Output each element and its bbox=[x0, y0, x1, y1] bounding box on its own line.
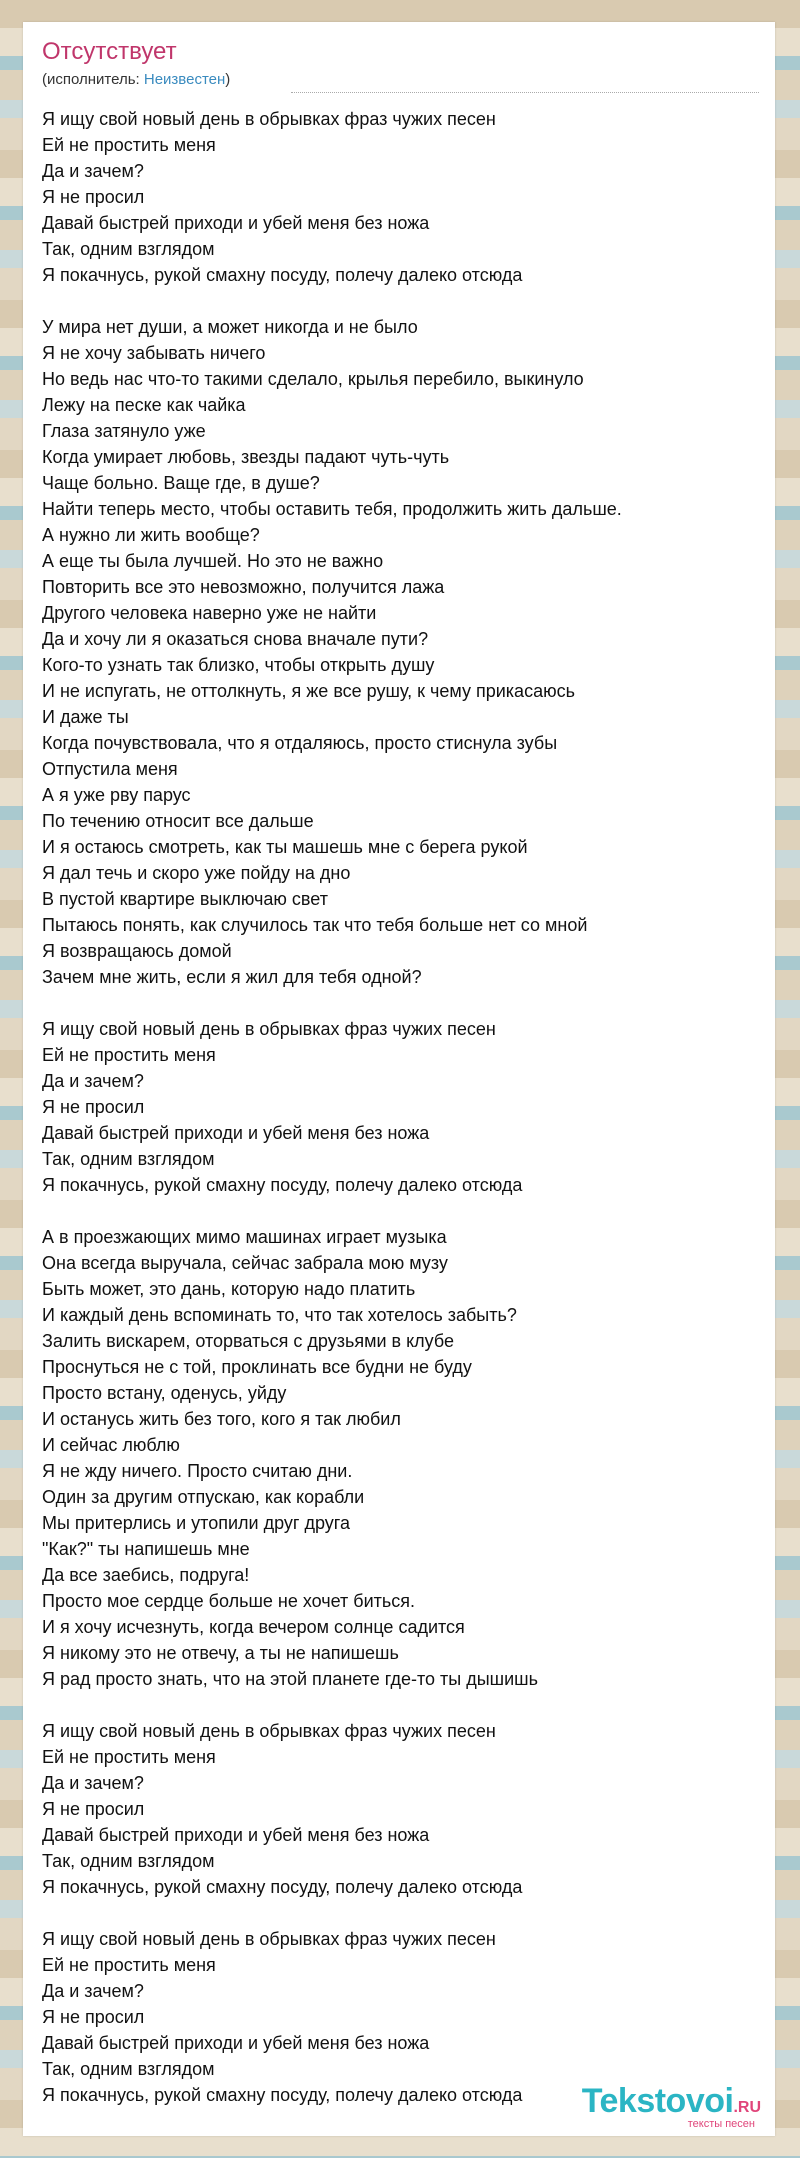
lyrics-line: Мы притерлись и утопили друг друга bbox=[42, 1513, 350, 1533]
lyrics-line: Другого человека наверно уже не найти bbox=[42, 603, 377, 623]
dotted-divider bbox=[291, 92, 759, 93]
lyrics-line: Проснуться не с той, проклинать все будни не буду bbox=[42, 1357, 472, 1377]
lyrics-line: А еще ты была лучшей. Но это не важно bbox=[42, 551, 384, 571]
lyrics-line: И сейчас люблю bbox=[42, 1435, 180, 1455]
lyrics-line: Пытаюсь понять, как случилось так что тебя больше нет со мной bbox=[42, 915, 588, 935]
lyrics-line: Да и зачем? bbox=[42, 1981, 144, 2001]
lyrics-stanza bbox=[42, 1926, 762, 2108]
logo-brand: Tekstovoi bbox=[581, 2082, 734, 2120]
lyrics-line: И я остаюсь смотреть, как ты машешь мне с берега рукой bbox=[42, 837, 528, 857]
lyrics-line: Повторить все это невозможно, получится лажа bbox=[42, 577, 445, 597]
lyrics-line: Когда умирает любовь, звезды падают чуть-чуть bbox=[42, 447, 450, 467]
lyrics-line: А нужно ли жить вообще? bbox=[42, 525, 260, 545]
lyrics-line: Кого-то узнать так близко, чтобы открыть душу bbox=[42, 655, 435, 675]
lyrics-line: Так, одним взглядом bbox=[42, 1149, 215, 1169]
lyrics-line: Глаза затянуло уже bbox=[42, 421, 206, 441]
lyrics-line: Быть может, это дань, которую надо платить bbox=[42, 1279, 416, 1299]
lyrics-line: Я покачнусь, рукой смахну посуду, полечу далеко отсюда bbox=[42, 1175, 523, 1195]
lyrics-line: Да и хочу ли я оказаться снова вначале пути? bbox=[42, 629, 429, 649]
lyrics-line: Давай быстрей приходи и убей меня без ножа bbox=[42, 213, 430, 233]
lyrics-line: Я возвращаюсь домой bbox=[42, 941, 232, 961]
lyrics-line: Ей не простить меня bbox=[42, 1045, 216, 1065]
artist-prefix: (исполнитель: bbox=[42, 71, 144, 88]
lyrics-line: А я уже рву парус bbox=[42, 785, 191, 805]
lyrics-line: И я хочу исчезнуть, когда вечером солнце садится bbox=[42, 1617, 465, 1637]
lyrics-stanza bbox=[42, 314, 762, 990]
lyrics-line: Так, одним взглядом bbox=[42, 2059, 215, 2079]
lyrics-line: Просто встану, оденусь, уйду bbox=[42, 1383, 287, 1403]
lyrics-line: Я ищу свой новый день в обрывках фраз чужих песен bbox=[42, 1721, 496, 1741]
lyrics-line: Зачем мне жить, если я жил для тебя одной? bbox=[42, 967, 422, 987]
lyrics-stanza bbox=[42, 1224, 762, 1692]
lyrics-line: Я ищу свой новый день в обрывках фраз чужих песен bbox=[42, 1929, 496, 1949]
lyrics-line: Я покачнусь, рукой смахну посуду, полечу далеко отсюда bbox=[42, 1877, 523, 1897]
lyrics-line: В пустой квартире выключаю свет bbox=[42, 889, 328, 909]
lyrics-line: Давай быстрей приходи и убей меня без ножа bbox=[42, 1123, 430, 1143]
lyrics-stanza bbox=[42, 1718, 762, 1900]
lyrics-line: Я не просил bbox=[42, 1799, 145, 1819]
lyrics-line: Залить вискарем, оторваться с друзьями в клубе bbox=[42, 1331, 454, 1351]
lyrics-line: Я покачнусь, рукой смахну посуду, полечу далеко отсюда bbox=[42, 2085, 523, 2105]
lyrics-stanza bbox=[42, 106, 762, 288]
lyrics-line: Я не просил bbox=[42, 2007, 145, 2027]
lyrics-line: И даже ты bbox=[42, 707, 129, 727]
lyrics-line: Но ведь нас что-то такими сделало, крылья перебило, выкинуло bbox=[42, 369, 584, 389]
lyrics-line: Да и зачем? bbox=[42, 161, 144, 181]
lyrics-line: Я дал течь и скоро уже пойду на дно bbox=[42, 863, 351, 883]
lyrics-line: Я не просил bbox=[42, 1097, 145, 1117]
lyrics-line: Так, одним взглядом bbox=[42, 1851, 215, 1871]
lyrics-line: Лежу на песке как чайка bbox=[42, 395, 246, 415]
lyrics-line: Просто мое сердце больше не хочет биться. bbox=[42, 1591, 416, 1611]
lyrics-line: Я покачнусь, рукой смахну посуду, полечу далеко отсюда bbox=[42, 265, 523, 285]
lyrics-line: Найти теперь место, чтобы оставить тебя, продолжить жить дальше. bbox=[42, 499, 622, 519]
lyrics-body bbox=[42, 106, 762, 2134]
lyrics-line: Ей не простить меня bbox=[42, 1955, 216, 1975]
lyrics-line: Ей не простить меня bbox=[42, 1747, 216, 1767]
lyrics-line: И не испугать, не оттолкнуть, я же все рушу, к чему прикасаюсь bbox=[42, 681, 575, 701]
lyrics-line: Так, одним взглядом bbox=[42, 239, 215, 259]
artist-suffix: ) bbox=[225, 71, 231, 88]
logo-tld: .RU bbox=[733, 2099, 761, 2116]
lyrics-line: Я рад просто знать, что на этой планете где-то ты дышишь bbox=[42, 1669, 538, 1689]
lyrics-line: И каждый день вспоминать то, что так хотелось забыть? bbox=[42, 1305, 517, 1325]
song-title: Отсутствует bbox=[42, 38, 177, 65]
lyrics-line: Отпустила меня bbox=[42, 759, 178, 779]
lyrics-line: Она всегда выручала, сейчас забрала мою музу bbox=[42, 1253, 448, 1273]
lyrics-line: Я не хочу забывать ничего bbox=[42, 343, 266, 363]
lyrics-line: А в проезжающих мимо машинах играет музыка bbox=[42, 1227, 447, 1247]
lyrics-line: Я не просил bbox=[42, 187, 145, 207]
lyrics-line: Давай быстрей приходи и убей меня без ножа bbox=[42, 2033, 430, 2053]
logo-tagline: тексты песен bbox=[687, 2118, 755, 2130]
lyrics-line: Давай быстрей приходи и убей меня без ножа bbox=[42, 1825, 430, 1845]
lyrics-line: И останусь жить без того, кого я так любил bbox=[42, 1409, 401, 1429]
lyrics-card bbox=[23, 22, 775, 2136]
lyrics-line: Я не жду ничего. Просто считаю дни. bbox=[42, 1461, 353, 1481]
lyrics-line: У мира нет души, а может никогда и не было bbox=[42, 317, 418, 337]
lyrics-line: Да и зачем? bbox=[42, 1071, 144, 1091]
artist-link[interactable]: Неизвестен bbox=[143, 71, 226, 88]
lyrics-line: Я никому это не отвечу, а ты не напишешь bbox=[42, 1643, 399, 1663]
lyrics-line: Я ищу свой новый день в обрывках фраз чужих песен bbox=[42, 109, 496, 129]
lyrics-line: Я ищу свой новый день в обрывках фраз чужих песен bbox=[42, 1019, 496, 1039]
lyrics-line: Да все заебись, подруга! bbox=[42, 1565, 250, 1585]
site-logo[interactable] bbox=[582, 2084, 761, 2130]
lyrics-line: Один за другим отпускаю, как корабли bbox=[42, 1487, 365, 1507]
lyrics-line: "Как?" ты напишешь мне bbox=[42, 1539, 250, 1559]
lyrics-line: По течению относит все дальше bbox=[42, 811, 314, 831]
lyrics-line: Да и зачем? bbox=[42, 1773, 144, 1793]
lyrics-line: Ей не простить меня bbox=[42, 135, 216, 155]
lyrics-line: Чаще больно. Ваще где, в душе? bbox=[42, 473, 320, 493]
lyrics-line: Когда почувствовала, что я отдаляюсь, просто стиснула зубы bbox=[42, 733, 558, 753]
lyrics-stanza bbox=[42, 1016, 762, 1198]
artist-line bbox=[42, 72, 230, 87]
